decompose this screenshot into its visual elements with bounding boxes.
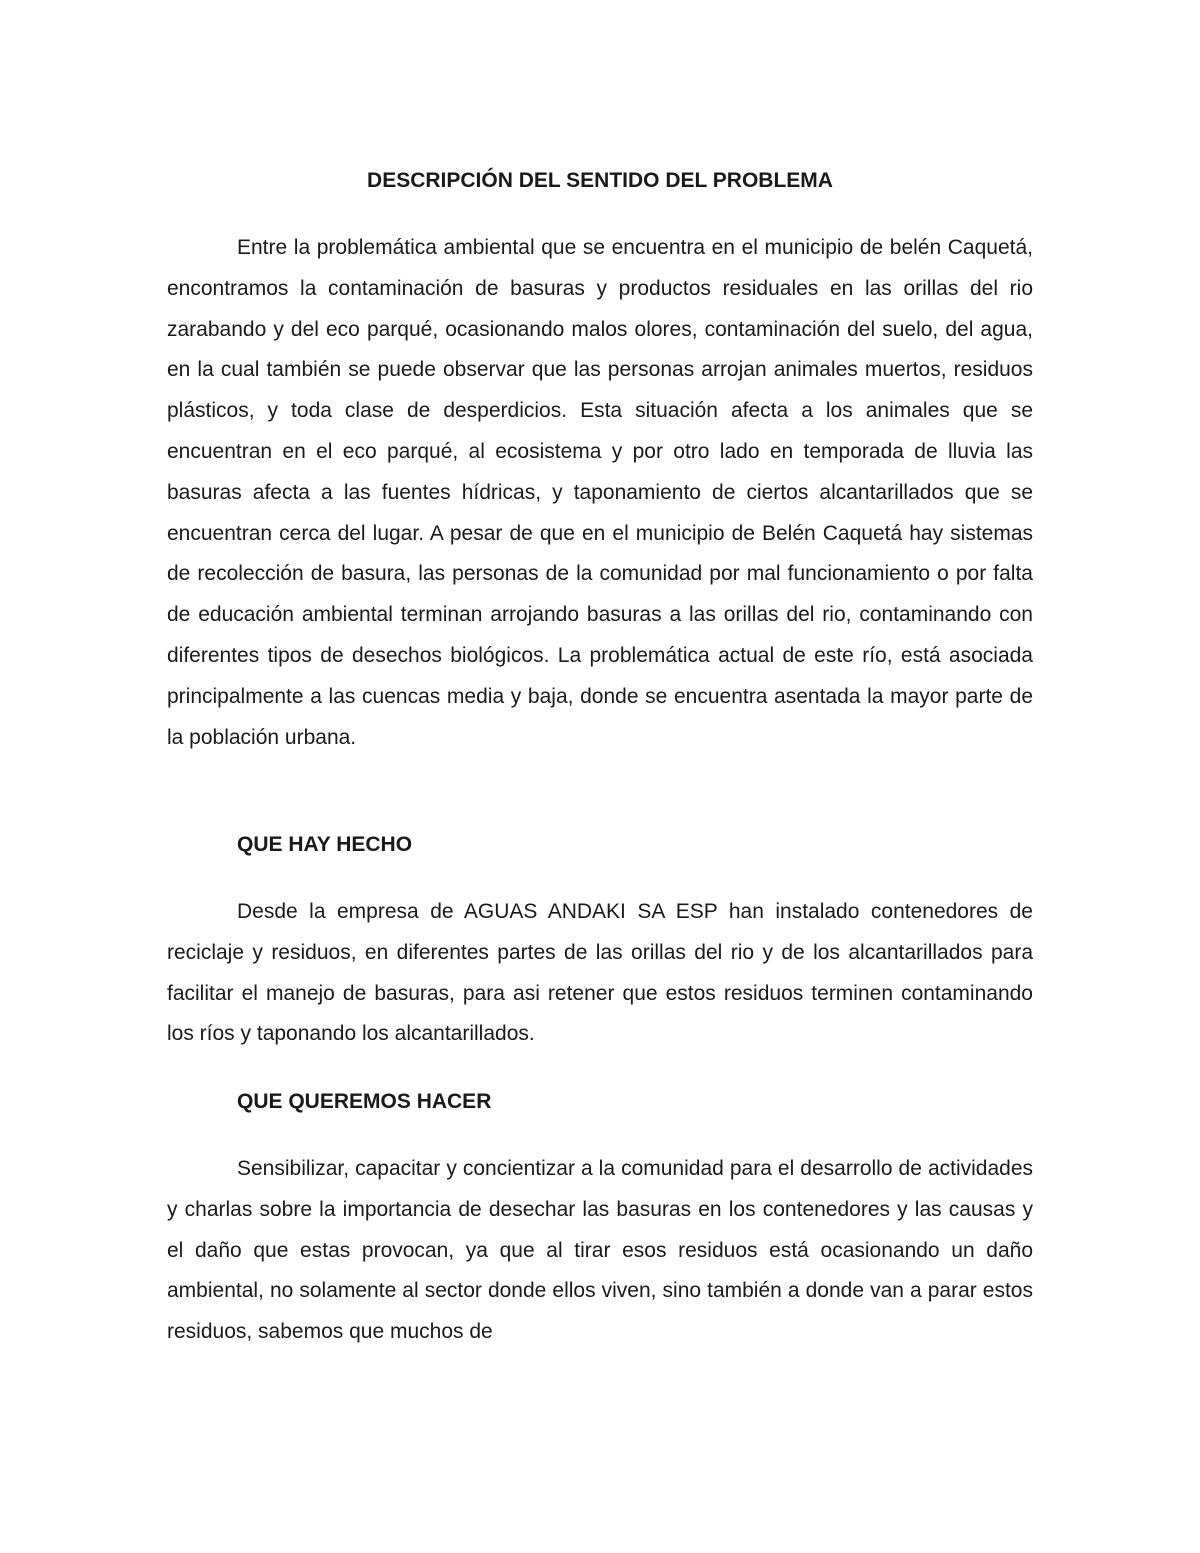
que-queremos-hacer-paragraph: Sensibilizar, capacitar y concientizar a la comunidad para el desarrollo de actividades y charlas sobre la importancia de desechar las basuras en los contenedores y las causas y el daño que estas provocan, ya que al tirar esos residuos está ocasionando un daño ambiental, no solamente al sector donde ellos viven, sino también a donde van a parar estos residuos, sabemos que muchos de bbox=[167, 1157, 1033, 1344]
section-heading-que-queremos-hacer: QUE QUEREMOS HACER bbox=[237, 1090, 492, 1113]
section-heading-que-hay-hecho: QUE HAY HECHO bbox=[237, 833, 413, 856]
problem-description-paragraph: Entre la problemática ambiental que se encuentra en el municipio de belén Caquetá, encontramos la contaminación de basuras y productos residuales en las orillas del rio zarabando y del eco parqué, ocasionando malos olores, contaminación del suelo, del agua, en la cual también se puede observar que las personas arrojan animales muertos, residuos plásticos, y toda clase de desperdicios. Esta situación afecta a los animales que se encuentran en el eco parqué, al ecosistema y por otro lado en temporada de lluvia las basuras afecta a las fuentes hídricas, y taponamiento de ciertos alcantarillados que se encuentran cerca del lugar. A pesar de que en el municipio de Belén Caquetá hay sistemas de recolección de basura, las personas de la comunidad por mal funcionamiento o por falta de educación ambiental terminan arrojando basuras a las orillas del rio, contaminando con diferentes tipos de desechos biológicos. La problemática actual de este río, está asociada principalmente a las cuencas media y baja, donde se encuentra asentada la mayor parte de la población urbana. bbox=[167, 236, 1033, 749]
que-hay-hecho-paragraph: Desde la empresa de AGUAS ANDAKI SA ESP han instalado contenedores de reciclaje y residuos, en diferentes partes de las orillas del rio y de los alcantarillados para facilitar el manejo de basuras, para asi retener que estos residuos terminen contaminando los ríos y taponando los alcantarillados. bbox=[167, 900, 1033, 1046]
document-title: DESCRIPCIÓN DEL SENTIDO DEL PROBLEMA bbox=[367, 169, 833, 192]
